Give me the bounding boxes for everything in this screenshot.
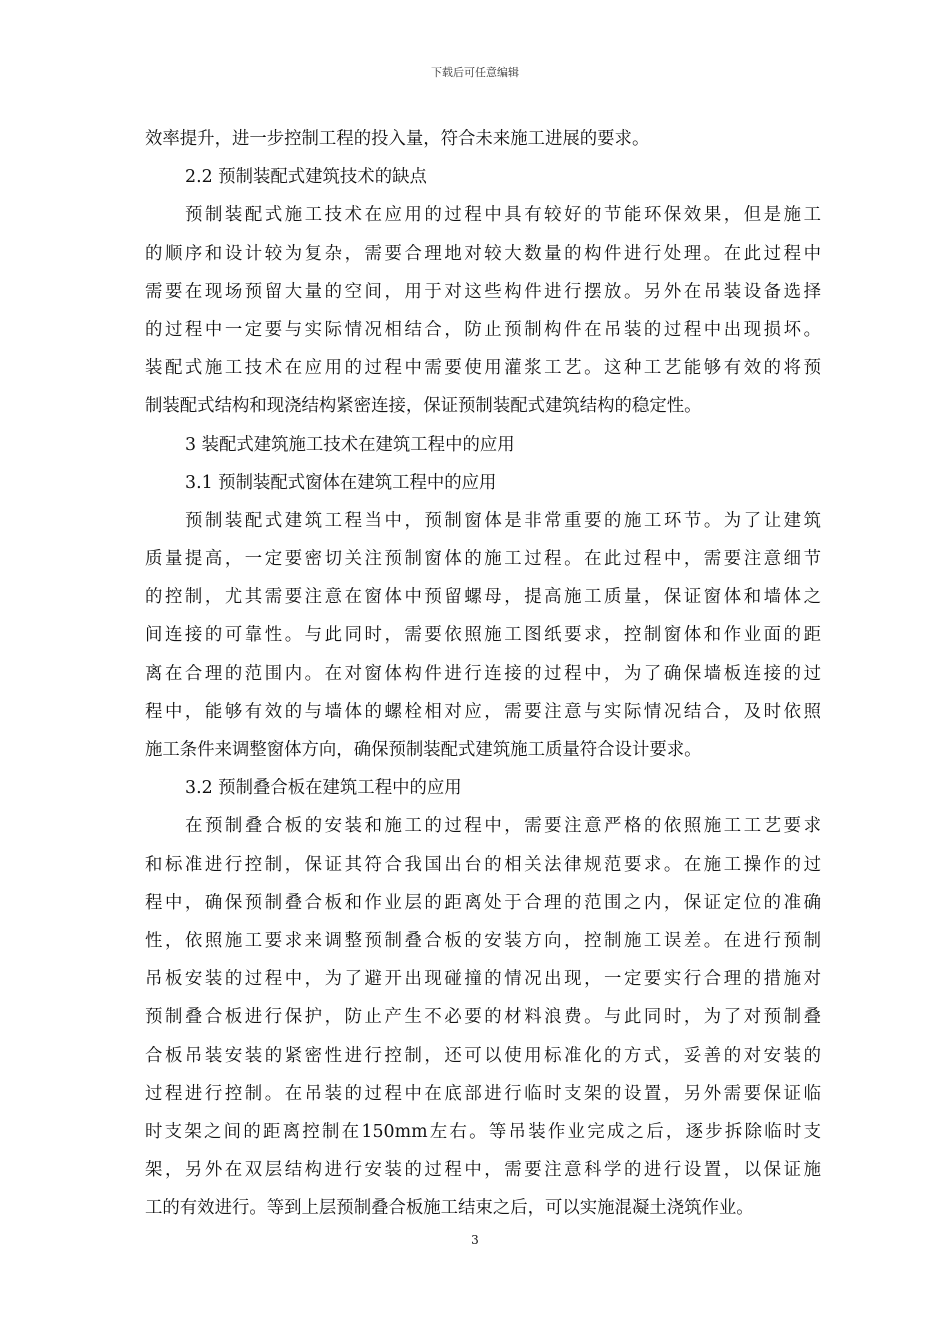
- body-line: 时支架之间的距离控制在150mm左右。等吊装作业完成之后，逐步拆除临时支: [145, 1121, 821, 1142]
- body-line: 架，另外在双层结构进行安装的过程中，需要注意科学的进行设置，以保证施: [145, 1160, 821, 1181]
- body-line: 质量提高，一定要密切关注预制窗体的施工过程。在此过程中，需要注意细节: [145, 549, 821, 570]
- body-line: 离在合理的范围内。在对窗体构件进行连接的过程中，为了确保墙板连接的过: [145, 663, 821, 684]
- body-line: 效率提升，进一步控制工程的投入量，符合未来施工进展的要求。: [145, 129, 650, 149]
- body-line: 工的有效进行。等到上层预制叠合板施工结束之后，可以实施混凝土浇筑作业。: [145, 1198, 754, 1219]
- body-line: 装配式施工技术在应用的过程中需要使用灌浆工艺。这种工艺能够有效的将预: [145, 358, 821, 379]
- body-line: 预制叠合板进行保护，防止产生不必要的材料浪费。与此同时，为了对预制叠: [145, 1007, 821, 1028]
- body-line: 吊板安装的过程中，为了避开出现碰撞的情况出现，一定要实行合理的措施对: [145, 969, 821, 990]
- section-heading-3-2: 3.2 预制叠合板在建筑工程中的应用: [185, 778, 462, 799]
- body-line: 和标准进行控制，保证其符合我国出台的相关法律规范要求。在施工操作的过: [145, 854, 821, 875]
- body-line: 合板吊装安装的紧密性进行控制，还可以使用标准化的方式，妥善的对安装的: [145, 1045, 821, 1066]
- body-line: 的过程中一定要与实际情况相结合，防止预制构件在吊装的过程中出现损坏。: [145, 319, 821, 340]
- section-heading-3: 3 装配式建筑施工技术在建筑工程中的应用: [185, 434, 515, 455]
- body-line: 施工条件来调整窗体方向，确保预制装配式建筑施工质量符合设计要求。: [145, 740, 702, 760]
- body-line: 制装配式结构和现浇结构紧密连接，保证预制装配式建筑结构的稳定性。: [145, 396, 702, 417]
- body-line: 需要在现场预留大量的空间，用于对这些构件进行摆放。另外在吊装设备选择: [145, 281, 821, 302]
- page-number: 3: [471, 1233, 479, 1247]
- section-heading-3-1: 3.1 预制装配式窗体在建筑工程中的应用: [185, 472, 497, 493]
- body-line: 预制装配式施工技术在应用的过程中具有较好的节能环保效果，但是施工: [185, 205, 821, 226]
- body-line: 的控制，尤其需要注意在窗体中预留螺母，提高施工质量，保证窗体和墙体之: [145, 587, 821, 608]
- body-line: 程中，确保预制叠合板和作业层的距离处于合理的范围之内，保证定位的准确: [145, 892, 821, 913]
- body-line: 性，依照施工要求来调整预制叠合板的安装方向，控制施工误差。在进行预制: [145, 930, 821, 951]
- document-body: [145, 120, 821, 1227]
- section-heading-2-2: 2.2 预制装配式建筑技术的缺点: [185, 167, 427, 188]
- body-line: 预制装配式建筑工程当中，预制窗体是非常重要的施工环节。为了让建筑: [185, 510, 821, 531]
- body-line: 程中，能够有效的与墙体的螺栓相对应，需要注意与实际情况结合，及时依照: [145, 701, 821, 722]
- body-line: 间连接的可靠性。与此同时，需要依照施工图纸要求，控制窗体和作业面的距: [145, 625, 821, 646]
- body-line: 过程进行控制。在吊装的过程中在底部进行临时支架的设置，另外需要保证临: [145, 1083, 821, 1104]
- page-header: 下载后可任意编辑: [431, 66, 519, 79]
- body-line: 在预制叠合板的安装和施工的过程中，需要注意严格的依照施工工艺要求: [185, 816, 821, 837]
- body-line: 的顺序和设计较为复杂，需要合理地对较大数量的构件进行处理。在此过程中: [145, 243, 821, 264]
